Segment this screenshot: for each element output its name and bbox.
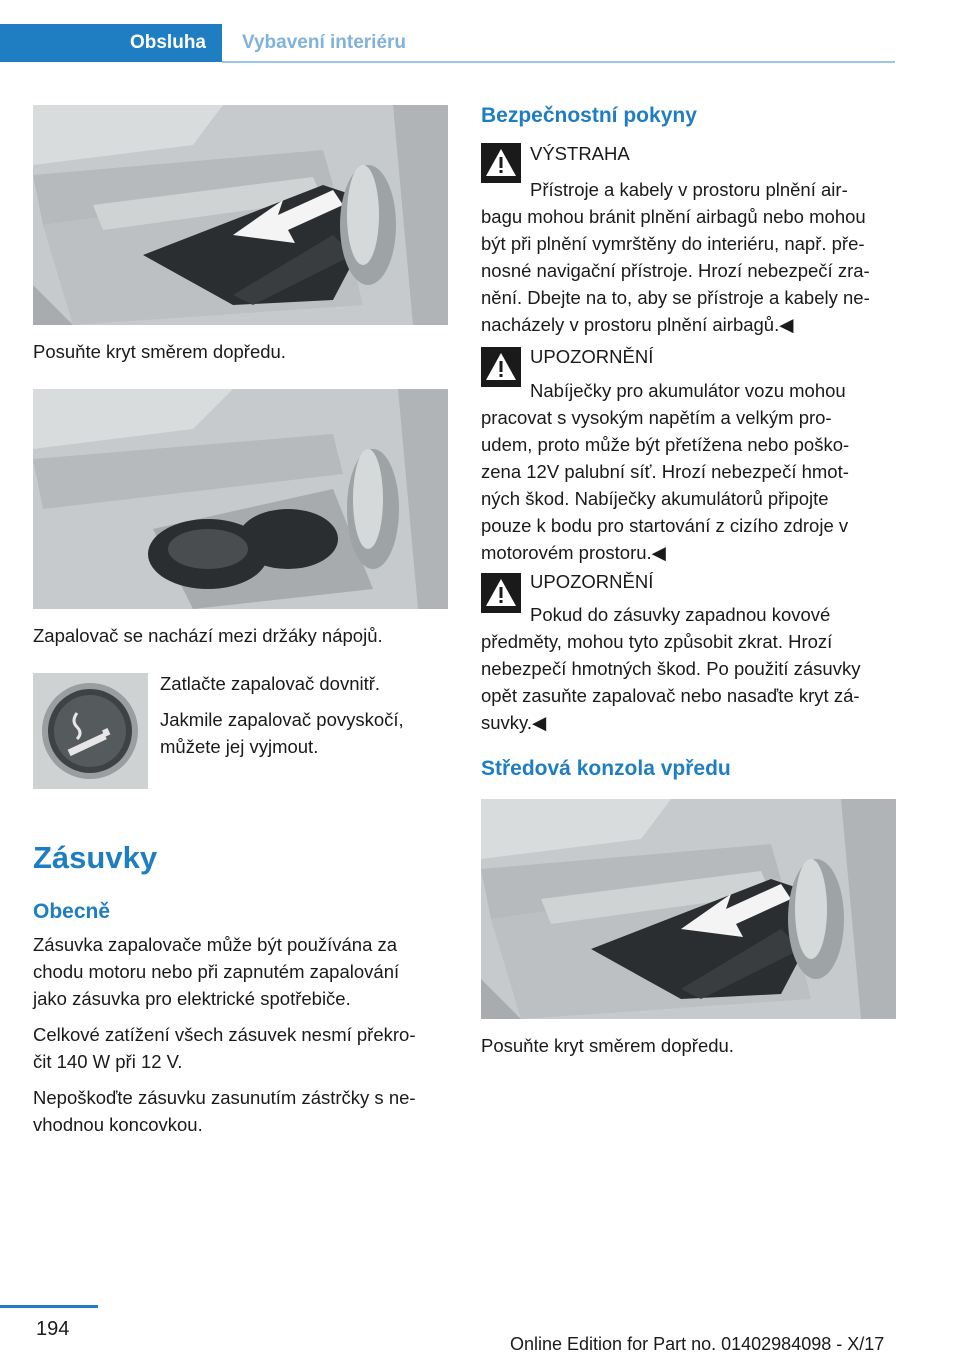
warning-line: Pokud do zásuvky zapadnou kovové bbox=[530, 604, 831, 625]
warning-line: Přístroje a kabely v prostoru plnění air‐ bbox=[530, 179, 848, 200]
lighter-instruction-2a: Jakmile zapalovač povyskočí, bbox=[160, 709, 404, 730]
header-divider bbox=[222, 61, 895, 63]
warning-text-1 bbox=[481, 203, 901, 338]
warning-line: Nabíječky pro akumulátor vozu mohou bbox=[530, 380, 846, 401]
text-line: vhodnou koncovkou. bbox=[33, 1114, 203, 1135]
warning-title: UPOZORNĚNÍ bbox=[530, 571, 654, 592]
text-line: suvky.◀ bbox=[481, 712, 547, 733]
warning-text-3 bbox=[481, 628, 901, 736]
warning-title: UPOZORNĚNÍ bbox=[530, 346, 654, 367]
warning-triangle-icon bbox=[481, 143, 521, 183]
text-line: zena 12V palubní síť. Hrozí nebezpečí hmot‐ bbox=[481, 461, 849, 482]
text-line: Nepoškoďte zásuvku zasunutím zástrčky s ne‐ bbox=[33, 1087, 416, 1108]
text-line: jako zásuvka pro elektrické spotřebiče. bbox=[33, 988, 351, 1009]
caption-lighter-location: Zapalovač se nachází mezi držáky nápojů. bbox=[33, 625, 383, 646]
tab-vybaveni-interieru[interactable] bbox=[222, 24, 406, 62]
tab-label: Vybavení interiéru bbox=[242, 32, 407, 53]
cigarette-lighter-photo bbox=[33, 673, 148, 789]
lighter-instruction: Zatlačte zapalovač dovnitř. bbox=[160, 673, 381, 694]
warning-triangle-icon bbox=[481, 347, 521, 387]
text-line: motorovém prostoru.◀ bbox=[481, 542, 666, 563]
subheading-obecne: Obecně bbox=[33, 900, 111, 923]
text-line: bagu mohou bránit plnění airbagů nebo mohou bbox=[481, 206, 866, 227]
edition-text: Online Edition for Part no. 01402984098 - X/17 bbox=[510, 1334, 885, 1354]
text-line: čit 140 W při 12 V. bbox=[33, 1051, 183, 1072]
warning-title: VÝSTRAHA bbox=[530, 143, 630, 164]
text-line: chodu motoru nebo při zapnutém zapalování bbox=[33, 961, 400, 982]
text-line: ných škod. Nabíječky akumulátorů připojte bbox=[481, 488, 829, 509]
subheading-center-console: Středová konzola vpředu bbox=[481, 757, 731, 780]
warning-triangle-icon bbox=[481, 573, 521, 613]
text-line: Celkové zatížení všech zásuvek nesmí překro‐ bbox=[33, 1024, 416, 1045]
footer-rule bbox=[0, 1305, 98, 1308]
section-heading: Zásuvky bbox=[33, 840, 158, 875]
tab-label: Obsluha bbox=[129, 32, 206, 53]
text-line: předměty, mohou tyto způsobit zkrat. Hrozí bbox=[481, 631, 833, 652]
text-line: pouze k bodu pro startování z cizího zdroje v bbox=[481, 515, 849, 536]
text-line: nebezpečí hmotných škod. Po použití zásuvky bbox=[481, 658, 861, 679]
cup-holder-photo bbox=[33, 389, 448, 609]
text-line: být při plnění vymrštěny do interiéru, např. pře‐ bbox=[481, 233, 865, 254]
console-cover-photo bbox=[33, 105, 448, 325]
text-line: pracovat s vysokým napětím a velkým pro‐ bbox=[481, 407, 832, 428]
text-line: udem, proto může být přetížena nebo poško‐ bbox=[481, 434, 850, 455]
tab-obsluha[interactable] bbox=[0, 24, 222, 62]
front-console-photo bbox=[481, 799, 896, 1019]
text-line: nacházely v prostoru plnění airbagů.◀ bbox=[481, 314, 794, 335]
text-line: opět zasuňte zapalovač nebo nasaďte kryt zá‐ bbox=[481, 685, 860, 706]
caption-cover: Posuňte kryt směrem dopředu. bbox=[33, 341, 286, 362]
safety-heading: Bezpečnostní pokyny bbox=[481, 104, 697, 127]
lighter-instruction-2b: můžete jej vyjmout. bbox=[160, 736, 319, 757]
warning-text-2 bbox=[481, 404, 901, 566]
text-line: nosné navigační přístroje. Hrozí nebezpečí zra‐ bbox=[481, 260, 870, 281]
paragraph-general bbox=[33, 931, 453, 1138]
text-line: nění. Dbejte na to, aby se přístroje a kabely ne‐ bbox=[481, 287, 870, 308]
caption-front-cover: Posuňte kryt směrem dopředu. bbox=[481, 1035, 734, 1056]
text-line: Zásuvka zapalovače může být používána za bbox=[33, 934, 398, 955]
page-number: 194 bbox=[36, 1318, 70, 1340]
